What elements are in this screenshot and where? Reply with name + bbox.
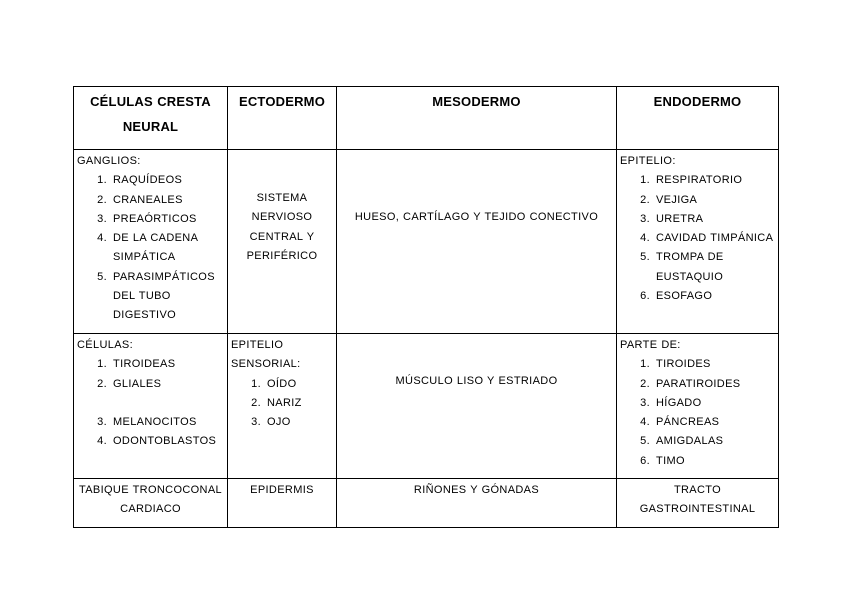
celulas-list <box>77 355 224 451</box>
sensorial-list <box>231 375 333 433</box>
list-item: 5. AMIGDALAS <box>640 435 724 448</box>
cell-endodermo-tracto <box>617 479 779 528</box>
header-cresta-line-1: CÉLULAS CRESTA <box>90 94 211 109</box>
text-line: TRACTO <box>673 484 722 496</box>
table-row <box>74 334 779 479</box>
cell-mesodermo-musculo: MÚSCULO LISO Y ESTRIADO <box>337 334 617 479</box>
list-item: 6. ESOFAGO <box>640 290 713 303</box>
epitelio-list <box>620 171 775 306</box>
list-item: 2. PARATIROIDES <box>640 377 741 390</box>
list-item: 4. ODONTOBLASTOS <box>97 435 217 448</box>
text-line: PERIFÉRICO <box>246 249 318 262</box>
cell-heading: SENSORIAL: <box>231 358 301 371</box>
text-line: CENTRAL Y <box>249 230 315 243</box>
germ-layer-table <box>73 86 779 528</box>
cell-endodermo-parte-de <box>617 334 779 479</box>
list-item: 1. OÍDO <box>251 377 297 390</box>
list-item: 4. DE LA CADENA SIMPÁTICA <box>97 232 199 264</box>
list-item: 2. NARIZ <box>251 396 302 409</box>
list-item: 3. OJO <box>251 416 291 429</box>
cell-heading: CÉLULAS: <box>77 339 133 351</box>
text-line: CARDIACO <box>120 503 181 516</box>
list-item: 2. CRANEALES <box>97 193 183 206</box>
list-item: 6. TIMO <box>640 454 685 467</box>
list-item: 1. RESPIRATORIO <box>640 174 743 187</box>
cell-heading: EPITELIO <box>231 339 284 351</box>
cell-ectodermo-sistema-nervioso <box>228 150 337 334</box>
list-item: 3. HÍGADO <box>640 396 702 409</box>
list-item: 3. PREAÓRTICOS <box>97 212 197 225</box>
table-row <box>74 150 779 334</box>
cell-cresta-celulas <box>74 334 228 479</box>
text-line: NERVIOSO <box>251 211 313 224</box>
cell-cresta-tabique <box>74 479 228 528</box>
list-item: 1. TIROIDEAS <box>97 358 176 371</box>
list-item: 3. URETRA <box>640 212 704 225</box>
text-line: GASTROINTESTINAL <box>639 503 756 516</box>
list-item: 5. PARASIMPÁTICOS DEL TUBO DIGESTIVO <box>97 270 215 322</box>
header-mesodermo: MESODERMO <box>337 87 617 150</box>
list-item: 3. MELANOCITOS <box>97 415 197 428</box>
cell-heading: GANGLIOS: <box>77 155 141 167</box>
cell-ectodermo-epitelio-sensorial <box>228 334 337 479</box>
cell-mesodermo-rinones: RIÑONES Y GÓNADAS <box>337 479 617 528</box>
parte-de-list <box>620 355 775 471</box>
list-item: 5. TROMPA DE EUSTAQUIO <box>640 251 724 283</box>
cell-endodermo-epitelio <box>617 150 779 334</box>
list-item: 2. VEJIGA <box>640 193 698 206</box>
cell-heading: EPITELIO: <box>620 155 676 167</box>
list-item: 2. GLIALES <box>97 377 162 390</box>
header-cresta-neural <box>74 87 228 150</box>
cell-mesodermo-hueso: HUESO, CARTÍLAGO Y TEJIDO CONECTIVO <box>337 150 617 334</box>
header-cresta-line-2: NEURAL <box>122 119 179 134</box>
header-ectodermo: ECTODERMO <box>228 87 337 150</box>
header-row <box>74 87 779 150</box>
cell-ectodermo-epidermis: EPIDERMIS <box>228 479 337 528</box>
ganglios-list <box>77 171 224 325</box>
header-endodermo: ENDODERMO <box>617 87 779 150</box>
list-item: 4. CAVIDAD TIMPÁNICA <box>640 232 774 245</box>
list-item: 1. TIROIDES <box>640 358 711 371</box>
cell-cresta-ganglios <box>74 150 228 334</box>
table-row <box>74 479 779 528</box>
text-line: SISTEMA <box>256 192 308 204</box>
text-line: TABIQUE TRONCOCONAL <box>78 484 223 496</box>
cell-heading: PARTE DE: <box>620 339 681 351</box>
list-item: 1. RAQUÍDEOS <box>97 174 183 187</box>
list-item: 4. PÁNCREAS <box>640 416 720 429</box>
